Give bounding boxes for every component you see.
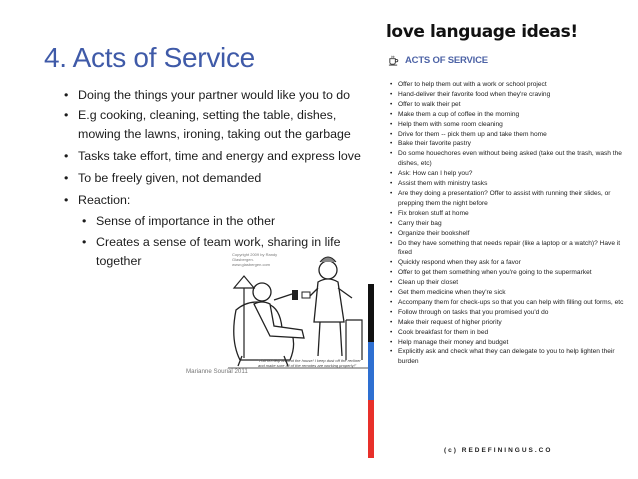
color-bar-black <box>368 284 374 342</box>
list-item: • Help them with some room cleaning <box>390 120 624 130</box>
list-item: • Fix broken stuff at home <box>390 209 624 219</box>
slide-bullet-list <box>64 86 364 271</box>
slide-bullet: • Tasks take effort, time and energy and express love <box>64 147 364 166</box>
list-item: • Explicitly ask and check what they can delegate to you to help lighten their burden <box>390 347 624 367</box>
list-item: • Follow through on tasks that you promised you'd do <box>390 308 624 318</box>
list-item: • Do they have something that needs repair (like a laptop or a watch)? Have it fixed <box>390 239 624 259</box>
list-item: • Assist them with ministry tasks <box>390 179 624 189</box>
cartoon-caption: “I do no help around the house! I keep dust off the recliner and make sure all of the remotes are working properly!” <box>258 358 361 368</box>
ideas-list <box>390 80 624 367</box>
list-item: • Clean up their closet <box>390 278 624 288</box>
color-bar-red <box>368 400 374 458</box>
slide-bullet: • To be freely given, not demanded <box>64 169 364 188</box>
list-item: • Do some houechores even without being asked (take out the trash, wash the dishes, etc) <box>390 149 624 169</box>
list-item: • Drive for them -- pick them up and take them home <box>390 130 624 140</box>
list-item: • Cook breakfast for them in bed <box>390 328 624 338</box>
color-bar-blue <box>368 342 374 400</box>
infographic-footer: (c) REDEFININGUS.CO <box>444 447 553 454</box>
list-item: • Offer to help them out with a work or school project <box>390 80 624 90</box>
list-item: • Offer to walk their pet <box>390 100 624 110</box>
slide-sub-bullet: • Creates a sense of team work, sharing in life together <box>82 233 364 271</box>
slide-sub-bullet: • Sense of importance in the other <box>82 212 364 231</box>
slide-title: 4. Acts of Service <box>44 42 255 73</box>
list-item: • Quickly respond when they ask for a favor <box>390 258 624 268</box>
slide-credit: Marianne Sourial 2011 <box>186 368 248 375</box>
list-item: • Ask: How can I help you? <box>390 169 624 179</box>
slide-bullet: • Reaction: <box>64 191 364 210</box>
list-item: • Make their request of higher priority <box>390 318 624 328</box>
list-item: • Bake their favorite pastry <box>390 139 624 149</box>
list-item: • Organize their bookshelf <box>390 229 624 239</box>
infographic-title: love language ideas! <box>386 22 578 42</box>
list-item: • Help manage their money and budget <box>390 338 624 348</box>
decorative-color-bar <box>368 284 374 458</box>
slide-bullet: • Doing the things your partner would like you to do <box>64 86 364 105</box>
mug-icon <box>388 55 399 66</box>
list-item: • Make them a cup of coffee in the morning <box>390 110 624 120</box>
heading-label: ACTS OF SERVICE <box>405 55 488 66</box>
list-item: • Get them medicine when they're sick <box>390 288 624 298</box>
list-item: • Offer to get them something when you're going to the supermarket <box>390 268 624 278</box>
infographic-heading <box>388 55 488 66</box>
list-item: • Accompany them for check-ups so that you can help with filling out forms, etc <box>390 298 624 308</box>
list-item: • Hand-deliver their favorite food when they're craving <box>390 90 624 100</box>
infographic-panel <box>378 0 638 479</box>
list-item: • Are they doing a presentation? Offer to assist with running their slides, or prepping them the night before <box>390 189 624 209</box>
cartoon-copyright: Copyright 2009 by Randy Glasbergen. www.glasbergen.com <box>232 252 278 267</box>
slide-bullet: • E.g cooking, cleaning, setting the table, dishes, mowing the lawns, ironing, taking out the garbage <box>64 106 364 144</box>
list-item: • Carry their bag <box>390 219 624 229</box>
